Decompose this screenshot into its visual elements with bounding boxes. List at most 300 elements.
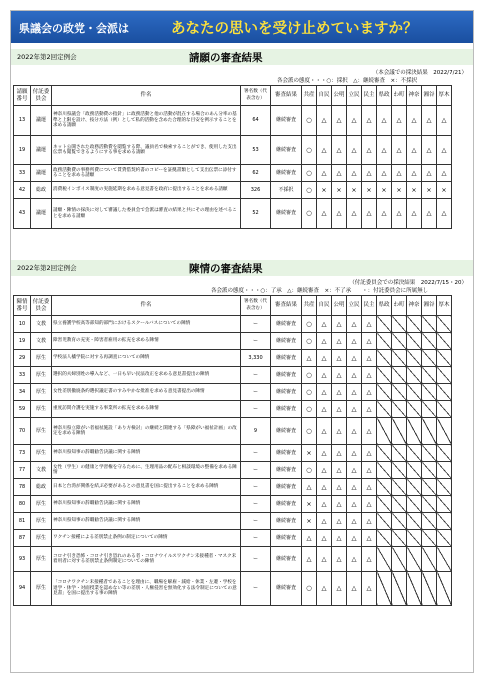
banner-main: あなたの思いを受け止めていますか？: [171, 21, 418, 37]
vote-cell: △: [362, 572, 377, 606]
vote-cell: △: [347, 479, 362, 496]
vote-cell: △: [332, 445, 347, 462]
vote-cell: △: [317, 479, 332, 496]
row-result: 継続審査: [271, 106, 302, 136]
row-committee: 厚生: [31, 445, 52, 462]
table-row: [14, 547, 452, 572]
vote-cell: [407, 316, 422, 333]
column-header: 陳情番号: [14, 296, 31, 316]
vote-cell: △: [347, 199, 362, 229]
vote-cell: [422, 316, 437, 333]
row-committee: 議運: [31, 199, 52, 229]
column-header: 公明: [332, 86, 347, 106]
vote-cell: △: [302, 350, 317, 367]
column-header: わ町: [392, 296, 407, 316]
vote-cell: [422, 401, 437, 418]
row-subject: 県立養護学校高等部知的部門におけるスクールバスについての陳情: [52, 316, 241, 333]
row-subject: 神奈川県知事の辞職勧告決議に関する陳情: [52, 496, 241, 513]
column-header: 湘谷: [422, 296, 437, 316]
column-header: 件名: [52, 296, 241, 316]
row-subject: 神奈川県知事の辞職勧告決議に関する陳情: [52, 445, 241, 462]
vote-cell: △: [317, 572, 332, 606]
vote-cell: △: [332, 165, 347, 182]
vote-cell: ○: [302, 182, 317, 199]
row-subject: 女性（学生）の健康と学習権を守るために、生理用品の配布と相談環境の整備を求める陳情: [52, 462, 241, 479]
vote-cell: [437, 496, 452, 513]
vote-cell: △: [317, 316, 332, 333]
row-result: 継続審査: [271, 136, 302, 165]
vote-cell: △: [317, 530, 332, 547]
column-header: 共産: [302, 86, 317, 106]
column-header: 自民: [317, 86, 332, 106]
row-committee: 文教: [31, 462, 52, 479]
column-header: 審査結果: [271, 86, 302, 106]
row-number: 81: [14, 513, 31, 530]
vote-cell: [422, 445, 437, 462]
vote-cell: ○: [302, 384, 317, 401]
row-subject: 障害児教育の充実・障害者雇用の拡充を求める陳情: [52, 333, 241, 350]
table-row: [14, 572, 452, 606]
vote-cell: △: [347, 462, 362, 479]
row-subject: 消費税インボイス制度の実施延期を求める意見書を政府に提出することを求める請願: [52, 182, 241, 199]
vote-cell: [437, 316, 452, 333]
vote-cell: △: [422, 165, 437, 182]
row-signatures: 62: [241, 165, 271, 182]
vote-cell: ○: [302, 572, 317, 606]
vote-cell: [437, 384, 452, 401]
document-page: [10, 10, 474, 673]
row-subject: コロナ引き恐怖・コロナ引き恐れのある者・コロナウイルスワクチン未接種者・マスク未着用者に対する差別禁止条例制定についての陳情: [52, 547, 241, 572]
vote-cell: ○: [302, 316, 317, 333]
row-result: 継続審査: [271, 401, 302, 418]
vote-cell: △: [347, 165, 362, 182]
row-number: 77: [14, 462, 31, 479]
vote-cell: △: [347, 333, 362, 350]
row-number: 78: [14, 479, 31, 496]
vote-cell: [407, 462, 422, 479]
vote-cell: [437, 367, 452, 384]
petitions-header-row: [14, 86, 452, 106]
row-committee: 議運: [31, 136, 52, 165]
table-row: [14, 401, 452, 418]
vote-cell: △: [347, 572, 362, 606]
banner-lead: 県議会の政党・会派は: [19, 22, 129, 35]
vote-cell: △: [317, 462, 332, 479]
vote-cell: [422, 479, 437, 496]
vote-cell: [377, 445, 392, 462]
vote-cell: △: [317, 445, 332, 462]
column-header: 神奈: [407, 296, 422, 316]
row-number: 70: [14, 418, 31, 445]
column-header: 県政: [377, 86, 392, 106]
vote-cell: ○: [302, 333, 317, 350]
vote-cell: △: [332, 479, 347, 496]
table-row: [14, 316, 452, 333]
petitions-session: 2022年第2回定例会: [17, 53, 77, 61]
vote-cell: [392, 462, 407, 479]
vote-cell: [377, 462, 392, 479]
vote-cell: △: [377, 199, 392, 229]
vote-cell: △: [332, 316, 347, 333]
row-committee: 厚生: [31, 401, 52, 418]
vote-cell: [377, 496, 392, 513]
row-subject: 女性差別撤廃条約選択議定書のすみやかな批准を求める意見書提出の陳情: [52, 384, 241, 401]
row-subject: 日本と台湾が関係を結ぶ必要があるとの意見書を国に提出することを求める陳情: [52, 479, 241, 496]
statements-table: [13, 295, 452, 606]
vote-cell: △: [362, 445, 377, 462]
petitions-title: 請願の審査結果: [189, 52, 263, 64]
vote-cell: ×: [317, 182, 332, 199]
row-result: 継続審査: [271, 513, 302, 530]
table-row: [14, 418, 452, 445]
vote-cell: △: [317, 513, 332, 530]
row-number: 43: [14, 199, 31, 229]
vote-cell: [437, 418, 452, 445]
vote-cell: [422, 547, 437, 572]
statements-session: 2022年第2回定例会: [17, 264, 77, 272]
statements-header-row: [14, 296, 452, 316]
row-result: 継続審査: [271, 479, 302, 496]
vote-cell: △: [347, 496, 362, 513]
vote-cell: △: [407, 165, 422, 182]
vote-cell: △: [317, 333, 332, 350]
statements-section-header: [11, 260, 473, 276]
row-number: 42: [14, 182, 31, 199]
row-committee: 議運: [31, 106, 52, 136]
vote-cell: △: [332, 572, 347, 606]
vote-cell: △: [407, 136, 422, 165]
vote-cell: [377, 418, 392, 445]
row-signatures: 52: [241, 199, 271, 229]
vote-cell: [407, 496, 422, 513]
vote-cell: △: [302, 479, 317, 496]
vote-cell: △: [302, 530, 317, 547]
table-row: [14, 384, 452, 401]
row-committee: 厚生: [31, 418, 52, 445]
column-header: 湘谷: [422, 86, 437, 106]
vote-cell: △: [332, 199, 347, 229]
vote-cell: △: [332, 367, 347, 384]
row-number: 94: [14, 572, 31, 606]
row-result: 継続審査: [271, 199, 302, 229]
row-committee: 文教: [31, 316, 52, 333]
row-signatures: ー: [241, 530, 271, 547]
row-result: 継続審査: [271, 572, 302, 606]
vote-cell: [437, 401, 452, 418]
row-subject: 政務活動費の事務所費について賃貸借契約書のコピーを証拠書類として支出伝票に添付することを求める請願: [52, 165, 241, 182]
vote-cell: ×: [332, 182, 347, 199]
column-header: 厚木: [437, 86, 452, 106]
vote-cell: △: [362, 462, 377, 479]
vote-cell: △: [317, 418, 332, 445]
table-row: [14, 479, 452, 496]
table-row: [14, 350, 452, 367]
row-number: 34: [14, 384, 31, 401]
vote-cell: △: [407, 199, 422, 229]
vote-cell: △: [392, 165, 407, 182]
row-subject: ネット公開された政務活動費を閲覧する際、議員名で検索することができ、使用した支出伝票も閲覧できるようにする事を求める請願: [52, 136, 241, 165]
vote-cell: △: [362, 479, 377, 496]
vote-cell: △: [437, 199, 452, 229]
row-result: 継続審査: [271, 418, 302, 445]
vote-cell: △: [317, 401, 332, 418]
table-row: [14, 445, 452, 462]
vote-cell: △: [332, 513, 347, 530]
vote-cell: [407, 367, 422, 384]
vote-cell: △: [422, 106, 437, 136]
row-committee: 厚生: [31, 384, 52, 401]
row-number: 87: [14, 530, 31, 547]
vote-cell: △: [332, 333, 347, 350]
vote-cell: [437, 513, 452, 530]
vote-cell: ×: [302, 445, 317, 462]
row-signatures: ー: [241, 367, 271, 384]
row-committee: 厚生: [31, 547, 52, 572]
column-header: 立民: [347, 86, 362, 106]
vote-cell: [392, 572, 407, 606]
column-header: 審査結果: [271, 296, 302, 316]
vote-cell: [422, 496, 437, 513]
vote-cell: △: [317, 165, 332, 182]
vote-cell: △: [377, 136, 392, 165]
row-committee: 厚生: [31, 513, 52, 530]
vote-cell: ○: [302, 199, 317, 229]
vote-cell: ×: [362, 182, 377, 199]
column-header: 県政: [377, 296, 392, 316]
vote-cell: △: [377, 106, 392, 136]
statements-result-note: （付託委員会での採決結果 2022/7/15・20）: [349, 280, 467, 286]
row-result: 継続審査: [271, 445, 302, 462]
vote-cell: [437, 530, 452, 547]
vote-cell: △: [362, 418, 377, 445]
row-number: 80: [14, 496, 31, 513]
row-signatures: ー: [241, 547, 271, 572]
vote-cell: △: [362, 199, 377, 229]
column-header: 付託委員会: [31, 296, 52, 316]
vote-cell: △: [392, 199, 407, 229]
row-number: 33: [14, 165, 31, 182]
row-result: 継続審査: [271, 496, 302, 513]
row-result: 継続審査: [271, 547, 302, 572]
vote-cell: △: [317, 136, 332, 165]
vote-cell: △: [347, 418, 362, 445]
vote-cell: [407, 547, 422, 572]
row-result: 継続審査: [271, 333, 302, 350]
vote-cell: [422, 418, 437, 445]
vote-cell: [437, 445, 452, 462]
vote-cell: [437, 572, 452, 606]
column-header: 署名数（代表含む）: [241, 86, 271, 106]
row-subject: 神奈川県議会「政務活動費の指針」に政務活動と他の活動が混在する場合のあん分率の基準と上限を設け、按分方法（例）として私的活動を含めた合理的な目安を例示することを求める請願: [52, 106, 241, 136]
vote-cell: △: [347, 530, 362, 547]
vote-cell: [407, 384, 422, 401]
vote-cell: ○: [302, 401, 317, 418]
row-number: 19: [14, 136, 31, 165]
vote-cell: △: [317, 350, 332, 367]
row-signatures: 326: [241, 182, 271, 199]
vote-cell: ○: [302, 367, 317, 384]
row-signatures: ー: [241, 445, 271, 462]
vote-cell: △: [377, 165, 392, 182]
vote-cell: △: [332, 418, 347, 445]
vote-cell: [422, 462, 437, 479]
vote-cell: △: [347, 350, 362, 367]
row-subject: 選択的夫婦別姓の導入など、一日も早い民法改正を求める意見書提出の陳情: [52, 367, 241, 384]
vote-cell: [392, 513, 407, 530]
table-row: [14, 333, 452, 350]
row-committee: 総政: [31, 479, 52, 496]
row-signatures: ー: [241, 572, 271, 606]
vote-cell: △: [362, 384, 377, 401]
statements-legend: 各会派の態度・・・○：了承 △：継続審査 ×：不了承 ・：付託委員会に所属無し: [211, 288, 429, 294]
vote-cell: [437, 333, 452, 350]
vote-cell: △: [362, 350, 377, 367]
vote-cell: △: [347, 445, 362, 462]
row-committee: 議運: [31, 165, 52, 182]
row-committee: 総政: [31, 182, 52, 199]
vote-cell: △: [317, 367, 332, 384]
vote-cell: △: [362, 316, 377, 333]
row-number: 13: [14, 106, 31, 136]
vote-cell: △: [362, 106, 377, 136]
title-banner: [11, 11, 473, 43]
row-committee: 文教: [31, 333, 52, 350]
vote-cell: [407, 418, 422, 445]
vote-cell: [392, 445, 407, 462]
petitions-table: [13, 85, 452, 229]
row-subject: 学校法人橘学院に対する再調査についての陳情: [52, 350, 241, 367]
vote-cell: △: [437, 165, 452, 182]
vote-cell: △: [362, 136, 377, 165]
vote-cell: ○: [302, 165, 317, 182]
column-header: 公明: [332, 296, 347, 316]
vote-cell: △: [347, 367, 362, 384]
vote-cell: [377, 479, 392, 496]
vote-cell: △: [422, 136, 437, 165]
vote-cell: [392, 479, 407, 496]
table-row: [14, 136, 452, 165]
table-row: [14, 106, 452, 136]
vote-cell: [392, 384, 407, 401]
row-result: 継続審査: [271, 350, 302, 367]
row-number: 93: [14, 547, 31, 572]
row-subject: 重度訪問介護を実施する事業所の拡充を求める陳情: [52, 401, 241, 418]
vote-cell: [377, 350, 392, 367]
column-header: わ町: [392, 86, 407, 106]
table-row: [14, 462, 452, 479]
vote-cell: [422, 530, 437, 547]
petitions-legend: 各会派の態度・・・○：採択 △：継続審査 ×：不採択: [277, 78, 418, 84]
vote-cell: △: [392, 106, 407, 136]
row-result: 継続審査: [271, 316, 302, 333]
vote-cell: ×: [377, 182, 392, 199]
vote-cell: [392, 367, 407, 384]
vote-cell: [377, 401, 392, 418]
vote-cell: △: [302, 547, 317, 572]
vote-cell: [422, 572, 437, 606]
vote-cell: △: [422, 199, 437, 229]
vote-cell: △: [332, 547, 347, 572]
vote-cell: [407, 401, 422, 418]
table-row: [14, 182, 452, 199]
vote-cell: △: [332, 106, 347, 136]
column-header: 立民: [347, 296, 362, 316]
vote-cell: △: [347, 136, 362, 165]
vote-cell: ×: [422, 182, 437, 199]
vote-cell: ×: [392, 182, 407, 199]
vote-cell: ×: [407, 182, 422, 199]
vote-cell: [437, 547, 452, 572]
vote-cell: [422, 384, 437, 401]
table-row: [14, 530, 452, 547]
row-signatures: 3,330: [241, 350, 271, 367]
row-committee: 厚生: [31, 367, 52, 384]
vote-cell: △: [332, 496, 347, 513]
column-header: 民主: [362, 296, 377, 316]
vote-cell: △: [362, 367, 377, 384]
row-number: 10: [14, 316, 31, 333]
vote-cell: △: [362, 547, 377, 572]
row-subject: 請願・陳情の採決に対して審議した委員会で会派は審査の結果と共にその理由を述べることを求める請願: [52, 199, 241, 229]
column-header: 民主: [362, 86, 377, 106]
vote-cell: [407, 350, 422, 367]
row-result: 継続審査: [271, 530, 302, 547]
row-committee: 厚生: [31, 350, 52, 367]
row-result: 不採択: [271, 182, 302, 199]
row-number: 33: [14, 367, 31, 384]
vote-cell: △: [362, 333, 377, 350]
vote-cell: [392, 530, 407, 547]
vote-cell: △: [347, 547, 362, 572]
vote-cell: △: [362, 530, 377, 547]
vote-cell: ×: [347, 182, 362, 199]
column-header: 署名数（代表含む）: [241, 296, 271, 316]
vote-cell: [377, 530, 392, 547]
table-row: [14, 165, 452, 182]
vote-cell: △: [332, 136, 347, 165]
row-subject: 神奈川県立障がい者福祉施設「あり方検討」の継続と開連する「県障がい福祉計画」の改定を求める陳情: [52, 418, 241, 445]
vote-cell: [407, 513, 422, 530]
vote-cell: △: [362, 513, 377, 530]
table-row: [14, 513, 452, 530]
row-result: 継続審査: [271, 165, 302, 182]
petitions-section-header: [11, 49, 473, 65]
row-signatures: ー: [241, 513, 271, 530]
vote-cell: △: [437, 136, 452, 165]
row-committee: 厚生: [31, 530, 52, 547]
column-header: 自民: [317, 296, 332, 316]
vote-cell: △: [407, 106, 422, 136]
row-result: 継続審査: [271, 462, 302, 479]
row-signatures: ー: [241, 401, 271, 418]
vote-cell: △: [347, 401, 362, 418]
vote-cell: [392, 316, 407, 333]
vote-cell: △: [317, 106, 332, 136]
vote-cell: [377, 513, 392, 530]
statements-title: 陳情の審査結果: [189, 263, 263, 275]
vote-cell: [407, 333, 422, 350]
vote-cell: △: [317, 547, 332, 572]
row-number: 73: [14, 445, 31, 462]
vote-cell: △: [332, 462, 347, 479]
row-number: 59: [14, 401, 31, 418]
vote-cell: △: [332, 384, 347, 401]
vote-cell: [392, 547, 407, 572]
vote-cell: △: [332, 401, 347, 418]
row-result: 継続審査: [271, 367, 302, 384]
vote-cell: △: [347, 513, 362, 530]
vote-cell: ×: [437, 182, 452, 199]
